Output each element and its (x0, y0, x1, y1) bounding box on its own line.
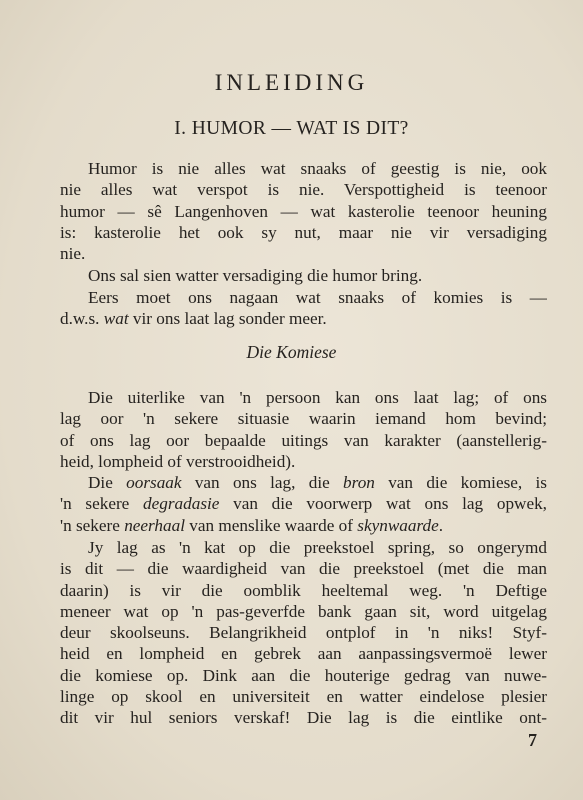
text-line: Humor is nie alles wat snaaks of geestig is nie, ook (88, 159, 547, 178)
text-line: meneer wat op 'n pas-geverfde bank gaan sit, word uitgelag (60, 601, 547, 621)
text-line: Ons sal sien watter versadiging die humor bring. (88, 266, 423, 285)
text-line: heid en lompheid en gebrek aan aanpassingsvermoë lewer (60, 644, 547, 664)
chapter-title: INLEIDING (214, 70, 369, 95)
text-line: Eers moet ons nagaan wat snaaks of komies is — (88, 288, 547, 307)
text-line: nie. (60, 244, 86, 264)
emphasis: neerhaal (124, 515, 185, 535)
paragraph-3 (60, 287, 547, 330)
emphasis: degradasie (143, 494, 220, 514)
emphasis: wat (103, 309, 129, 329)
text-line: lag oor 'n sekere situasie waarin iemand hom bevind; (60, 409, 547, 429)
subheading: Die Komiese (246, 342, 337, 362)
text-line: of ons lag oor bepaalde uitings van karakter (aanstellerig- (60, 430, 547, 450)
emphasis: skynwaarde (357, 515, 439, 535)
section-title: I. HUMOR — WAT IS DIT? (174, 118, 409, 139)
text-line: heid, lompheid of verstrooidheid). (60, 451, 296, 471)
paragraph-5 (60, 472, 547, 536)
text-line: Die oorsaak van ons lag, die bron van die komiese, is (88, 473, 547, 492)
text-line: die komiese op. Dink aan die houterige gedrag van nuwe- (60, 665, 547, 685)
paragraph-2 (60, 265, 547, 286)
text-line: d.w.s. wat vir ons laat lag sonder meer. (60, 309, 327, 329)
text-line: deur skoolseuns. Belangrikheid ontplof in 'n niks! Styf- (60, 623, 547, 643)
paragraph-1 (60, 158, 547, 264)
text-line: 'n sekere degradasie van die voorwerp wat ons lag opwek, (60, 494, 547, 514)
text-line: linge op skool en universiteit en watter eindelose plesier (60, 687, 547, 707)
text-line: Die uiterlike van 'n persoon kan ons laat lag; of ons (88, 388, 547, 407)
paragraph-4 (60, 387, 547, 472)
text-line: daarin) is vir die oomblik heeltemal weg. 'n Deftige (60, 580, 547, 600)
page-number: 7 (528, 730, 537, 750)
emphasis: oorsaak (126, 473, 182, 492)
paragraph-6 (60, 537, 547, 729)
text-line: humor — sê Langenhoven — wat kasterolie teenoor heuning (60, 201, 547, 221)
text-line: is dit — die waardigheid van die preekstoel (met die man (60, 559, 547, 579)
text-line: Jy lag as 'n kat op die preekstoel spring, so ongerymd (88, 538, 547, 557)
text-line: nie alles wat verspot is nie. Verspottigheid is teenoor (60, 180, 547, 200)
text-line: dit vir hul seniors verskaf! Die lag is die eintlike ont- (60, 708, 547, 728)
text-line: 'n sekere neerhaal van menslike waarde of skynwaarde. (60, 515, 444, 535)
emphasis: bron (343, 473, 375, 492)
text-line: is: kasterolie het ook sy nut, maar nie vir versadiging (60, 222, 547, 242)
